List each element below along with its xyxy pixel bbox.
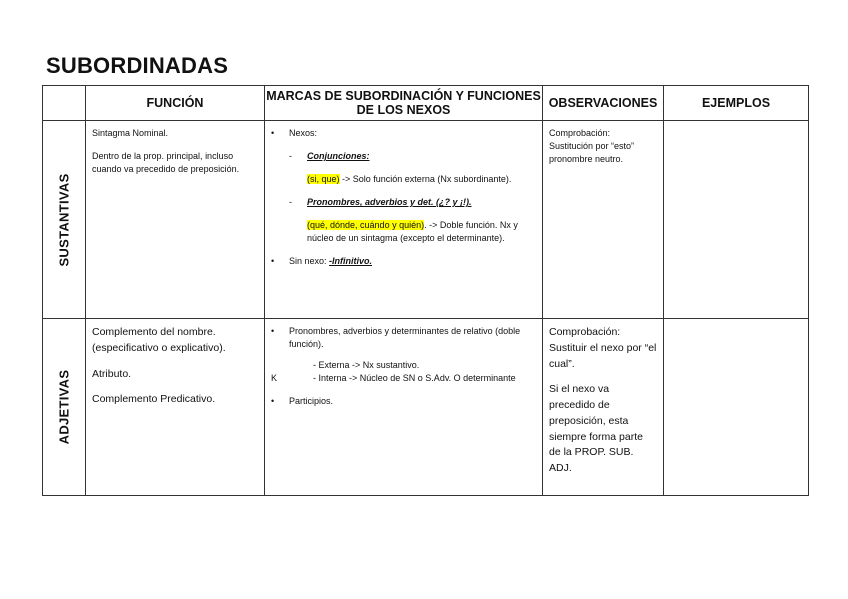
observacion-text: Si el nexo va precedido de preposición, esta siempre forma parte de la PROP. SUB. ADJ. — [549, 383, 643, 474]
header-marcas — [265, 86, 543, 121]
sin-nexo-label: Sin nexo: — [289, 256, 330, 267]
funcion-text: Atributo. — [92, 367, 132, 380]
marcas-cell — [265, 319, 543, 496]
nexos-label: Nexos: — [289, 128, 318, 138]
observaciones-cell — [543, 319, 664, 496]
row-sustantivas — [43, 121, 809, 319]
conjunciones-text: -> Solo función externa (Nx subordinante). — [339, 174, 512, 185]
row-label-adjetivas: ADJETIVAS — [56, 369, 72, 445]
header-marcas-line1: MARCAS DE SUBORDINACIÓN Y FUNCIONES — [266, 89, 541, 103]
ejemplos-cell — [664, 319, 809, 496]
bullet-icon: • — [271, 128, 275, 138]
page-title: SUBORDINADAS — [46, 53, 229, 78]
subordinadas-table — [42, 85, 809, 496]
header-row — [43, 86, 809, 121]
pronombres-text: . -> Doble función. Nx y núcleo de un sintagma (excepto el determinante). — [307, 220, 518, 244]
ejemplos-cell — [664, 121, 809, 319]
funcion-text: Sintagma Nominal. — [92, 128, 169, 138]
bullet-icon: • — [271, 396, 275, 407]
k-mark: K — [271, 373, 278, 384]
highlight-text: (qué, dónde, cuándo y quién) — [307, 220, 425, 231]
pronombres-relativo-text: Pronombres, adverbios y determinantes de relativo (doble función). — [289, 326, 521, 350]
row-label-cell — [43, 121, 86, 319]
header-marcas-line2: DE LOS NEXOS — [356, 103, 451, 117]
interna-text: - Interna -> Núcleo de SN o S.Adv. O determinante — [313, 373, 516, 384]
participios-text: Participios. — [289, 396, 334, 407]
observacion-text: Sustitución por “esto” pronombre neutro. — [549, 141, 635, 165]
observacion-text: Comprobación: — [549, 128, 611, 138]
header-observaciones: OBSERVACIONES — [543, 86, 664, 121]
sin-nexo-value: -Infinitivo. — [329, 256, 373, 267]
bullet-icon: • — [271, 256, 275, 267]
row-label-cell — [43, 319, 86, 496]
header-funcion: FUNCIÓN — [86, 86, 265, 121]
funcion-text: Complemento Predicativo. — [92, 393, 216, 406]
bullet-icon: • — [271, 326, 275, 336]
header-ejemplos: EJEMPLOS — [664, 86, 809, 121]
highlight-text: (si, que) — [307, 174, 340, 185]
conjunciones-label: Conjunciones: — [307, 151, 370, 162]
funcion-text: Complemento del nombre. (especificativo o explicativo). — [92, 326, 226, 354]
externa-text: - Externa -> Nx sustantivo. — [313, 360, 420, 371]
observacion-text: Comprobación: — [549, 326, 621, 338]
marcas-cell: • Nexos: - Conjunciones: (si, que) -> Solo función externa (Nx subordinante). - Pronombres, adverbios y det. (¿? y ¡!). (qué, dónde, cuándo y quién). -> Doble función. Nx y núcleo de un sintagma (excepto el determinante). • Sin nexo: -Infinitivo. — [265, 121, 543, 319]
observacion-text: Sustituir el nexo por “el cual”. — [549, 341, 657, 370]
row-adjetivas — [43, 319, 809, 496]
row-label-sustantivas: SUSTANTIVAS — [56, 172, 72, 267]
corner-cell — [43, 86, 86, 121]
observaciones-cell — [543, 121, 664, 319]
pronombres-label: Pronombres, adverbios y det. (¿? y ¡!). — [307, 197, 472, 208]
funcion-cell — [86, 121, 265, 319]
funcion-cell — [86, 319, 265, 496]
funcion-text: Dentro de la prop. principal, incluso cuando va precedido de preposición. — [92, 151, 240, 175]
